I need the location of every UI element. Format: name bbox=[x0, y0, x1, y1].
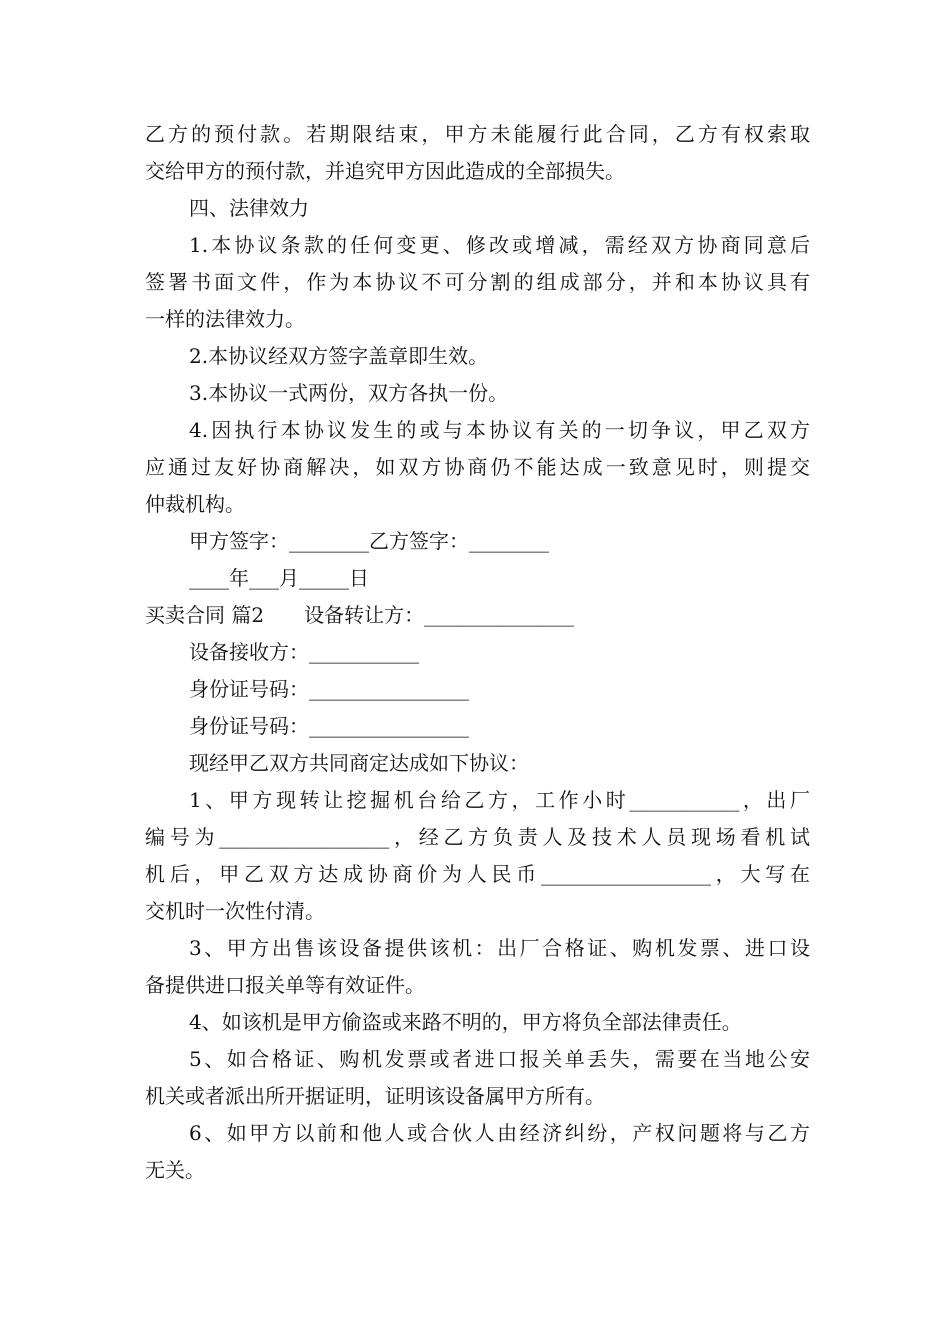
text-line: 买卖合同 篇2 设备转让方：_______________ bbox=[145, 603, 575, 627]
sale-clause-6 bbox=[145, 1115, 810, 1189]
agreement-intro bbox=[145, 745, 810, 782]
text-line: ____年___月_____日 bbox=[189, 566, 369, 590]
date-line bbox=[145, 560, 810, 597]
text-line: 交给甲方的预付款，并追究甲方因此造成的全部损失。 bbox=[145, 159, 625, 183]
legal-clause-4 bbox=[145, 412, 810, 523]
sale-clause-5 bbox=[145, 1041, 810, 1115]
contract-2-header bbox=[145, 597, 810, 634]
text-line: 身份证号码：________________ bbox=[189, 714, 469, 738]
text-line: 2.本协议经双方签字盖章即生效。 bbox=[189, 344, 489, 368]
legal-clause-2 bbox=[145, 338, 810, 375]
sale-clause-4 bbox=[145, 1004, 810, 1041]
text-line: 甲方签字：________乙方签字：________ bbox=[189, 529, 549, 553]
text-line: 备提供进口报关单等有效证件。 bbox=[145, 973, 425, 997]
text-line: 5、如合格证、购机发票或者进口报关单丢失，需要在当地公安 bbox=[189, 1047, 810, 1071]
legal-clause-3 bbox=[145, 375, 810, 412]
text-line: 机关或者派出所开据证明，证明该设备属甲方所有。 bbox=[145, 1084, 605, 1108]
text-line: 现经甲乙双方共同商定达成如下协议： bbox=[189, 751, 529, 775]
text-line: 4.因执行本协议发生的或与本协议有关的一切争议，甲乙双方 bbox=[189, 418, 810, 442]
section-four-heading bbox=[145, 190, 810, 227]
id-number-line-1 bbox=[145, 671, 810, 708]
document-body bbox=[145, 116, 810, 1189]
text-line: 身份证号码：________________ bbox=[189, 677, 469, 701]
prepayment-clause-continued bbox=[145, 116, 810, 190]
text-line: 签署书面文件，作为本协议不可分割的组成部分，并和本协议具有 bbox=[145, 270, 810, 294]
text-line: 设备接收方：___________ bbox=[189, 640, 419, 664]
text-line: 应通过友好协商解决，如双方协商仍不能达成一致意见时，则提交 bbox=[145, 455, 810, 479]
text-line: 仲裁机构。 bbox=[145, 492, 245, 516]
equipment-receiver-line bbox=[145, 634, 810, 671]
text-line: 四、法律效力 bbox=[189, 196, 309, 220]
text-line: 无关。 bbox=[145, 1158, 205, 1182]
id-number-line-2 bbox=[145, 708, 810, 745]
text-line: 1、甲方现转让挖掘机台给乙方，工作小时___________，出厂 bbox=[189, 788, 810, 812]
sale-clause-3 bbox=[145, 930, 810, 1004]
text-line: 6、如甲方以前和他人或合伙人由经济纠纷，产权问题将与乙方 bbox=[189, 1121, 810, 1145]
text-line: 1.本协议条款的任何变更、修改或增减，需经双方协商同意后 bbox=[189, 233, 810, 257]
text-line: 编号为_________________，经乙方负责人及技术人员现场看机试 bbox=[145, 825, 810, 849]
text-line: 交机时一次性付清。 bbox=[145, 899, 325, 923]
signature-line bbox=[145, 523, 810, 560]
text-line: 4、如该机是甲方偷盗或来路不明的，甲方将负全部法律责任。 bbox=[189, 1010, 742, 1034]
text-line: 3、甲方出售该设备提供该机：出厂合格证、购机发票、进口设 bbox=[189, 936, 810, 960]
text-line: 机后，甲乙双方达成协商价为人民币_________________，大写在 bbox=[145, 862, 810, 886]
text-line: 乙方的预付款。若期限结束，甲方未能履行此合同，乙方有权索取 bbox=[145, 122, 810, 146]
text-line: 3.本协议一式两份，双方各执一份。 bbox=[189, 381, 509, 405]
text-line: 一样的法律效力。 bbox=[145, 307, 305, 331]
legal-clause-1 bbox=[145, 227, 810, 338]
sale-clause-1 bbox=[145, 782, 810, 930]
